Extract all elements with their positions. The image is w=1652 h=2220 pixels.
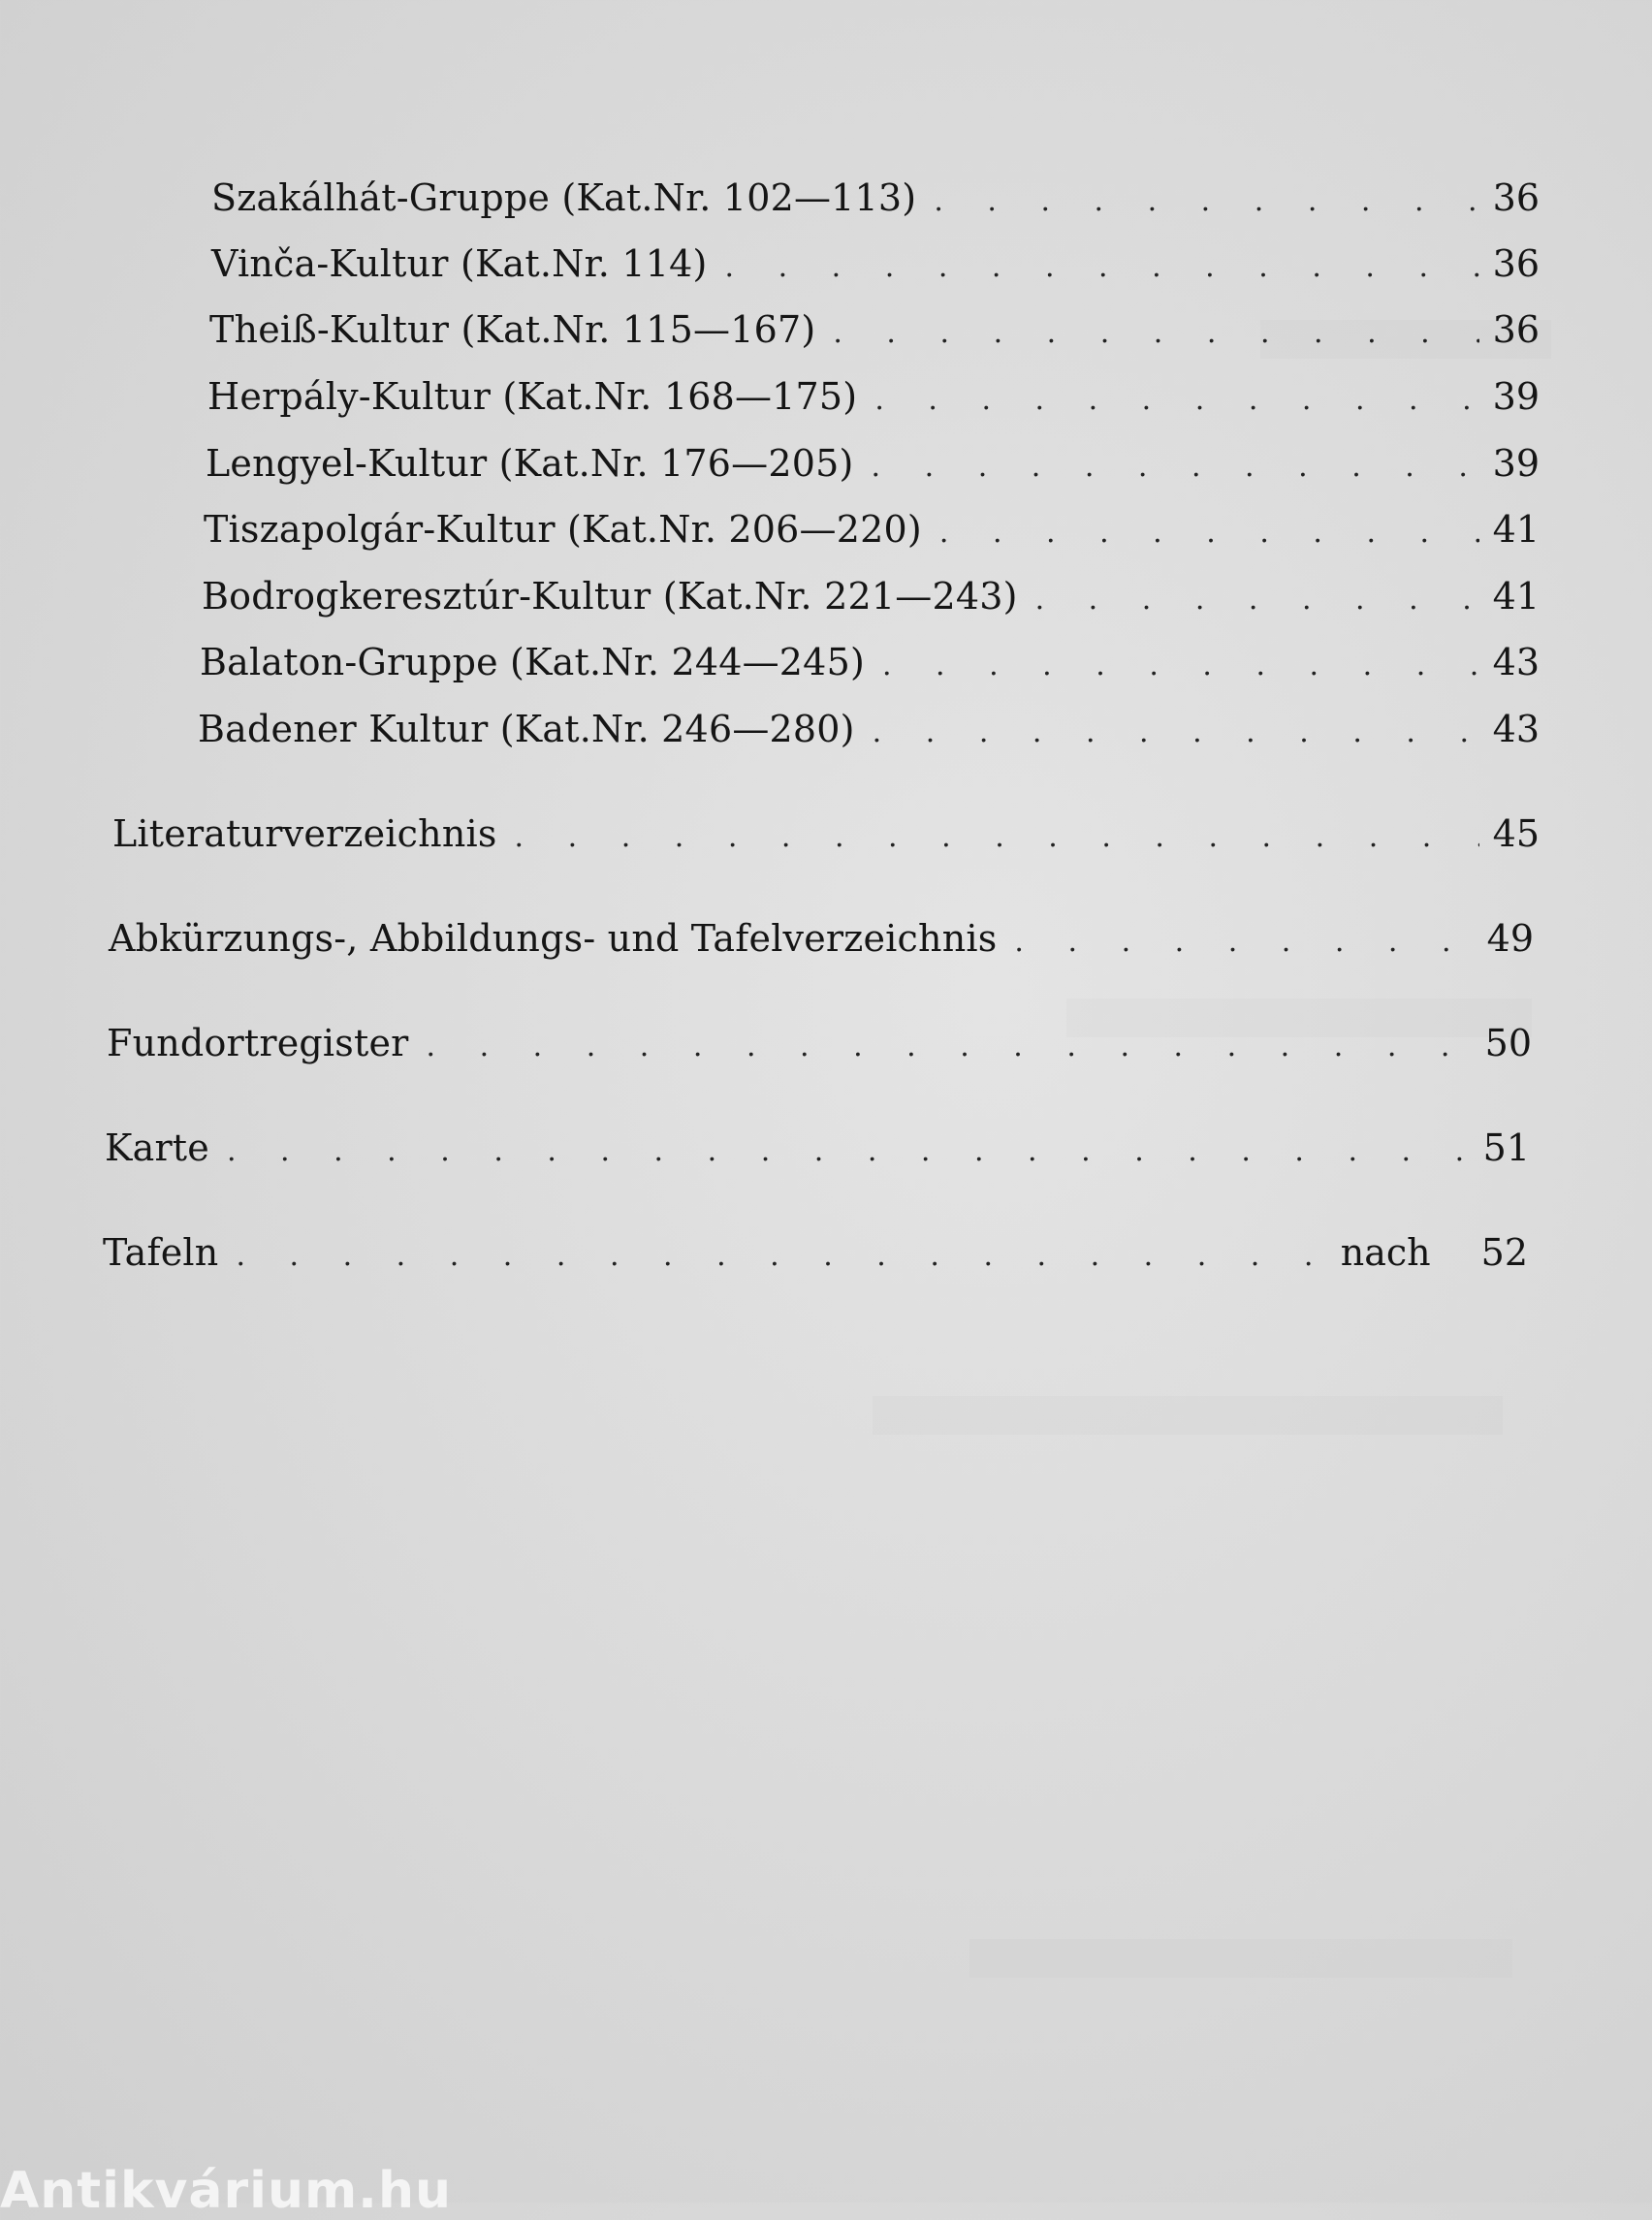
toc-entry-label: Herpály-Kultur (Kat.Nr. 168—175) bbox=[207, 375, 858, 418]
toc-entry-label: Lengyel-Kultur (Kat.Nr. 176—205) bbox=[206, 442, 854, 485]
toc-main-entry bbox=[105, 1123, 1530, 1177]
leader-dots bbox=[872, 442, 1479, 492]
toc-main-entry bbox=[107, 1018, 1532, 1072]
toc-entry-page: 41 bbox=[1492, 508, 1540, 551]
toc-entry-prefix: nach bbox=[1340, 1231, 1431, 1274]
toc-entry-label: Abkürzungs-, Abbildungs- und Tafelverzeichnis bbox=[109, 917, 998, 960]
leader-dots bbox=[515, 812, 1479, 863]
toc-sub-entry bbox=[198, 704, 1540, 758]
toc-main-entry bbox=[109, 913, 1534, 967]
leader-dots bbox=[873, 708, 1479, 758]
toc-entry-page: 36 bbox=[1492, 242, 1540, 285]
bleed-through-block-3 bbox=[873, 1396, 1503, 1435]
toc-entry-page: 49 bbox=[1486, 917, 1534, 960]
toc-entry-page: 41 bbox=[1492, 575, 1540, 618]
toc-main-entry bbox=[103, 1227, 1528, 1282]
toc-entry-page: 39 bbox=[1492, 442, 1540, 485]
toc-entry-label: Vinča-Kultur (Kat.Nr. 114) bbox=[211, 242, 708, 285]
watermark: Antikvárium.hu bbox=[0, 2162, 452, 2220]
leader-dots bbox=[833, 308, 1478, 359]
toc-sub-entry bbox=[202, 571, 1540, 625]
leader-dots bbox=[934, 176, 1478, 227]
leader-dots bbox=[939, 508, 1479, 558]
toc-entry-label: Badener Kultur (Kat.Nr. 246—280) bbox=[198, 708, 855, 750]
leader-dots bbox=[236, 1231, 1326, 1282]
toc-entry-page: 36 bbox=[1492, 176, 1540, 219]
toc-entry-label: Karte bbox=[105, 1126, 209, 1169]
toc-main-entry bbox=[112, 809, 1540, 863]
toc-sub-entry bbox=[209, 304, 1540, 359]
toc-entry-page: 45 bbox=[1492, 812, 1540, 855]
toc-sub-entry bbox=[200, 637, 1540, 691]
toc-entry-label: Szakálhát-Gruppe (Kat.Nr. 102—113) bbox=[211, 176, 917, 219]
leader-dots bbox=[725, 242, 1479, 293]
toc-sub-entry bbox=[204, 504, 1540, 558]
toc-entry-page: 51 bbox=[1482, 1126, 1530, 1169]
bleed-through-block-4 bbox=[969, 1939, 1512, 1978]
leader-dots bbox=[1035, 575, 1479, 625]
toc-entry-page: 52 bbox=[1480, 1231, 1528, 1274]
toc-entry-label: Fundortregister bbox=[107, 1022, 409, 1064]
toc-entry-page: 50 bbox=[1484, 1022, 1532, 1064]
toc-sub-entry bbox=[206, 438, 1540, 492]
toc-entry-label: Balaton-Gruppe (Kat.Nr. 244—245) bbox=[200, 641, 865, 683]
toc-entry-page: 39 bbox=[1492, 375, 1540, 418]
toc-entry-label: Tiszapolgár-Kultur (Kat.Nr. 206—220) bbox=[204, 508, 922, 551]
toc-entry-label: Bodrogkeresztúr-Kultur (Kat.Nr. 221—243) bbox=[202, 575, 1018, 618]
leader-dots bbox=[427, 1022, 1472, 1072]
toc-entry-label: Tafeln bbox=[103, 1231, 219, 1274]
toc-entry-page: 43 bbox=[1492, 641, 1540, 683]
toc-entry-label: Theiß-Kultur (Kat.Nr. 115—167) bbox=[209, 308, 816, 351]
leader-dots bbox=[882, 641, 1479, 691]
leader-dots bbox=[227, 1126, 1470, 1177]
toc-entry-label: Literaturverzeichnis bbox=[112, 812, 497, 855]
toc-entry-page: 36 bbox=[1492, 308, 1540, 351]
toc-sub-entry bbox=[207, 371, 1540, 426]
leader-dots bbox=[874, 375, 1478, 426]
toc-sub-entry bbox=[211, 173, 1540, 227]
leader-dots bbox=[1014, 917, 1473, 967]
toc-sub-entry bbox=[211, 238, 1540, 293]
toc-entry-page: 43 bbox=[1492, 708, 1540, 750]
